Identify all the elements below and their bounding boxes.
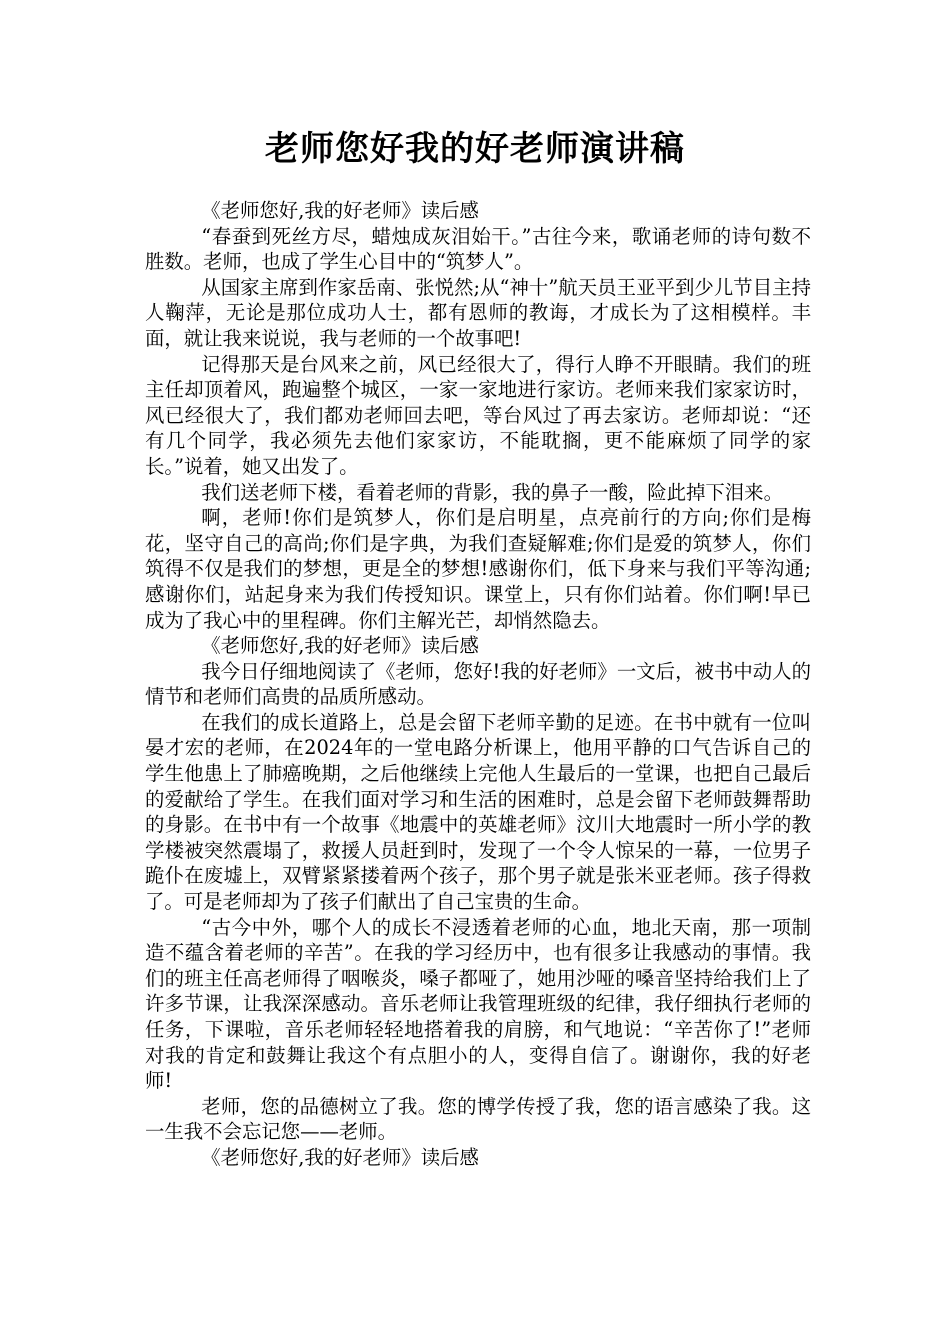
paragraph: 我们送老师下楼，看着老师的背影，我的鼻子一酸，险此掉下泪来。: [201, 480, 783, 504]
paragraph: 记得那天是台风来之前，风已经很大了，得行人睁不开眼睛。我们的班主任却顶着风，跑遍整个城区，一家一家地进行家访。老师来我们家家访时，风已经很大了，我们都劝老师回去吧，等台风过了再去家访。老师却说：“还有几个同学，我必须先去他们家家访，不能耽搁，更不能麻烦了同学的家长。”说着，她又出发了。: [145, 352, 811, 478]
paragraph: “春蚕到死丝方尽，蜡烛成灰泪始干。”古往今来，歌诵老师的诗句数不胜数。老师，也成了学生心目中的“筑梦人”。: [145, 224, 811, 274]
paragraph: 从国家主席到作家岳南、张悦然;从“神十”航天员王亚平到少儿节目主持人鞠萍，无论是那位成功人士，都有恩师的教诲，才成长为了这相模样。丰面，就让我来说说，我与老师的一个故事吧!: [145, 275, 811, 350]
paragraph: 啊，老师!你们是筑梦人，你们是启明星，点亮前行的方向;你们是梅花，坚守自己的高尚;你们是字典，为我们查疑解难;你们是爱的筑梦人，你们筑得不仅是我们的梦想，更是全的梦想!感谢你们，低下身来与我们平等沟通;感谢你们，站起身来为我们传授知识。课堂上，只有你们站着。你们啊!早已成为了我心中的里程碑。你们主解光芒，却悄然隐去。: [145, 506, 811, 632]
document-title: 老师您好我的好老师演讲稿: [265, 129, 685, 169]
paragraph: 《老师您好,我的好老师》读后感: [201, 199, 479, 222]
paragraph: 《老师您好,我的好老师》读后感: [201, 634, 479, 658]
paragraph: 我今日仔细地阅读了《老师，您好!我的好老师》一文后，被书中动人的情节和老师们高贵的品质所感动。: [145, 659, 811, 709]
paragraph: 老师，您的品德树立了我。您的博学传授了我，您的语言感染了我。这一生我不会忘记您——老师。: [145, 1094, 811, 1144]
document-body: [145, 198, 811, 1171]
paragraph: “古今中外，哪个人的成长不浸透着老师的心血，地北天南，那一项制造不蕴含着老师的辛苦”。在我的学习经历中，也有很多让我感动的事情。我们的班主任高老师得了咽喉炎，嗓子都哑了，她用沙哑的嗓音坚持给我们上了许多节课，让我深深感动。音乐老师让我管理班级的纪律，我仔细执行老师的任务，下课啦，音乐老师轻轻地搭着我的肩膀，和气地说：“辛苦你了!”老师对我的肯定和鼓舞让我这个有点胆小的人，变得自信了。谢谢你，我的好老师!: [145, 915, 811, 1093]
paragraph: 在我们的成长道路上，总是会留下老师辛勤的足迹。在书中就有一位叫晏才宏的老师，在2024年的一堂电路分析课上，他用平静的口气告诉自己的学生他患上了肺癌晚期，之后他继续上完他人生最后的一堂课，也把自己最后的爱献给了学生。在我们面对学习和生活的困难时，总是会留下老师鼓舞帮助的身影。在书中有一个故事《地震中的英雄老师》汶川大地震时一所小学的教学楼被突然震塌了，救援人员赶到时，发现了一个令人惊呆的一幕，一位男子跪仆在废墟上，双臂紧紧搂着两个孩子，那个男子就是张米亚老师。孩子得救了。可是老师却为了孩子们献出了自己宝贵的生命。: [145, 710, 811, 914]
paragraph: 《老师您好,我的好老师》读后感: [201, 1145, 479, 1169]
